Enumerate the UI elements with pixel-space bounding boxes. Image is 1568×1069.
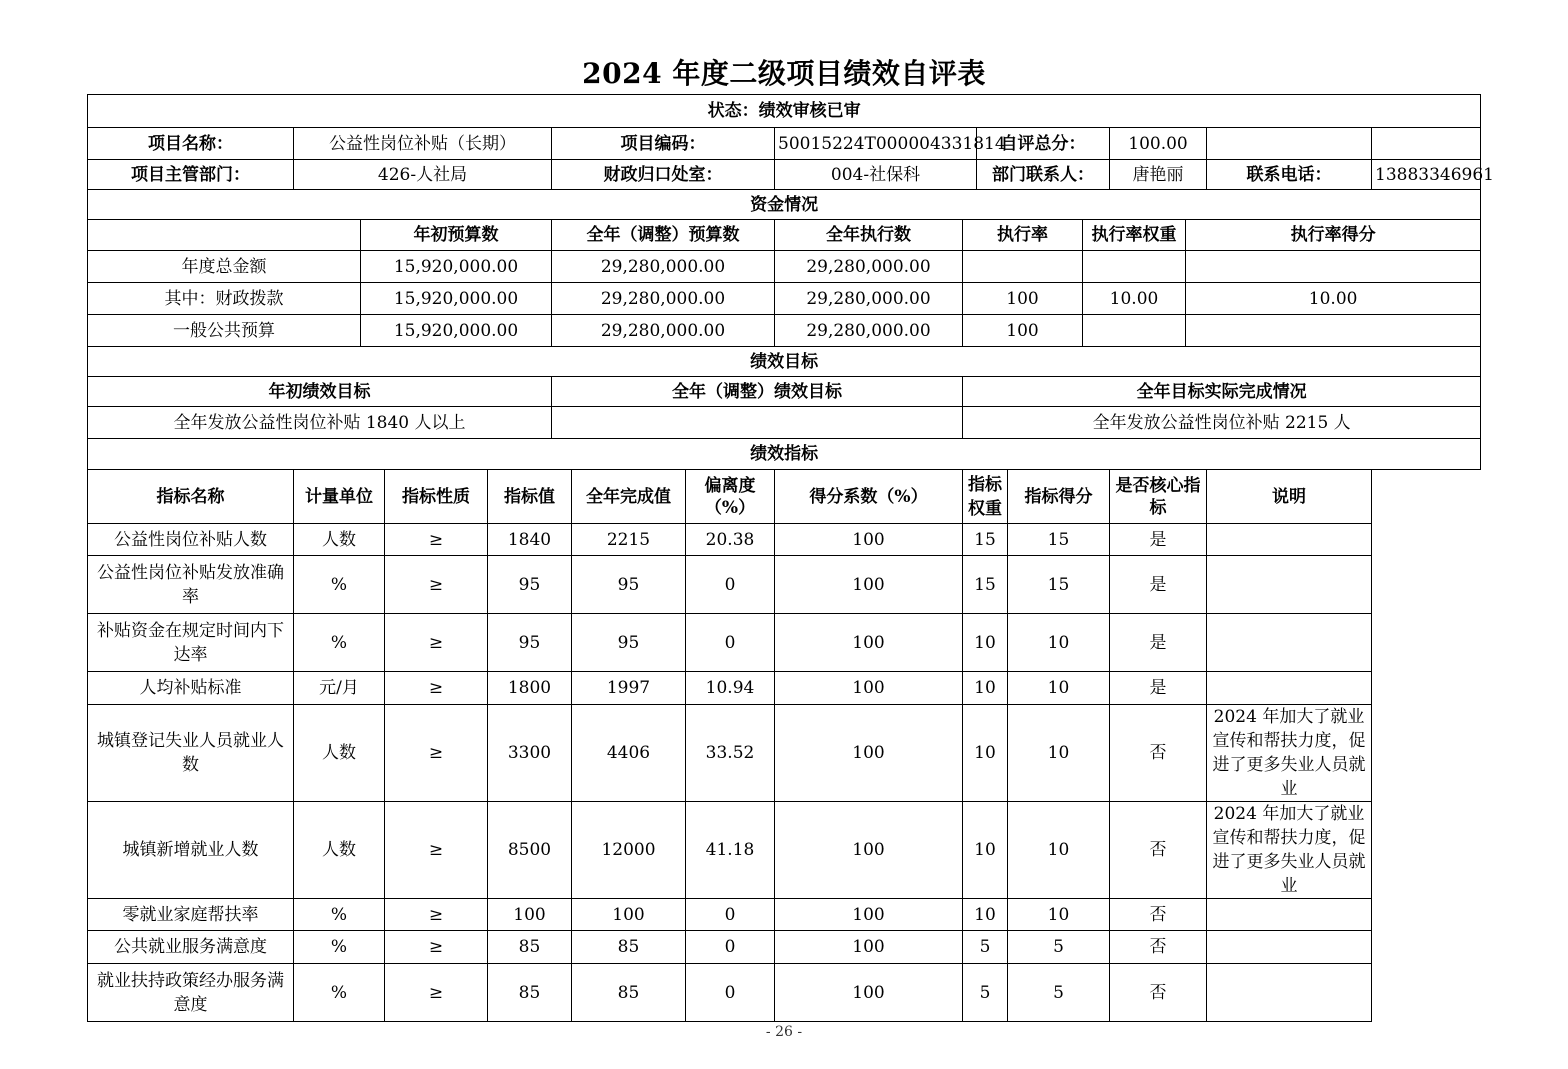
indicator-row (88, 705, 1481, 802)
indicator-nature: ≥ (385, 556, 488, 614)
indicator-header: 是否核心指标 (1110, 470, 1207, 524)
funds-executed: 29,280,000.00 (775, 283, 963, 315)
indicator-nature: ≥ (385, 964, 488, 1022)
funds-score: 10.00 (1186, 283, 1481, 315)
indicator-actual: 95 (572, 556, 686, 614)
indicator-unit: % (294, 964, 385, 1022)
indicator-header: 全年完成值 (572, 470, 686, 524)
project-name: 公益性岗位补贴（长期） (294, 128, 552, 160)
indicator-header: 得分系数（%） (775, 470, 963, 524)
goals-adjusted-label: 全年（调整）绩效目标 (552, 377, 963, 407)
indicator-unit: 元/月 (294, 672, 385, 705)
indicator-weight: 10 (963, 672, 1008, 705)
indicator-deviation: 0 (686, 899, 775, 931)
indicator-core: 是 (1110, 672, 1207, 705)
indicator-core: 否 (1110, 705, 1207, 802)
indicator-deviation: 33.52 (686, 705, 775, 802)
indicator-name: 零就业家庭帮扶率 (88, 899, 294, 931)
indicator-score: 5 (1008, 964, 1110, 1022)
indicator-name: 就业扶持政策经办服务满意度 (88, 964, 294, 1022)
indicator-deviation: 0 (686, 556, 775, 614)
indicator-row (88, 964, 1481, 1022)
indicator-coef: 100 (775, 524, 963, 556)
indicator-header: 计量单位 (294, 470, 385, 524)
indicator-score: 10 (1008, 802, 1110, 899)
indicator-row (88, 614, 1481, 672)
status-label: 状态：绩效审核已审 (88, 95, 1481, 128)
indicator-note (1207, 672, 1372, 705)
indicator-nature: ≥ (385, 705, 488, 802)
indicator-weight: 10 (963, 705, 1008, 802)
indicator-unit: % (294, 931, 385, 964)
indicator-header: 偏离度（%） (686, 470, 775, 524)
funds-header: 执行率 (963, 220, 1083, 251)
indicator-core: 否 (1110, 964, 1207, 1022)
funds-header: 全年（调整）预算数 (552, 220, 775, 251)
indicator-unit: 人数 (294, 802, 385, 899)
indicator-coef: 100 (775, 705, 963, 802)
indicator-note (1207, 899, 1372, 931)
indicator-name: 城镇新增就业人数 (88, 802, 294, 899)
indicator-note (1207, 556, 1372, 614)
indicator-score: 10 (1008, 899, 1110, 931)
indicator-header: 指标性质 (385, 470, 488, 524)
indicator-unit: 人数 (294, 705, 385, 802)
goals-initial-label: 年初绩效目标 (88, 377, 552, 407)
contact-value: 唐艳丽 (1110, 160, 1207, 190)
indicator-name: 公共就业服务满意度 (88, 931, 294, 964)
indicator-score: 15 (1008, 524, 1110, 556)
indicator-coef: 100 (775, 614, 963, 672)
indicator-coef: 100 (775, 556, 963, 614)
funds-adjusted: 29,280,000.00 (552, 283, 775, 315)
funds-header: 全年执行数 (775, 220, 963, 251)
funds-row-name: 年度总金额 (88, 251, 361, 283)
indicator-name: 公益性岗位补贴人数 (88, 524, 294, 556)
indicator-unit: % (294, 556, 385, 614)
indicator-name: 城镇登记失业人员就业人数 (88, 705, 294, 802)
empty-cell (1207, 128, 1372, 160)
indicator-nature: ≥ (385, 672, 488, 705)
funds-adjusted: 29,280,000.00 (552, 251, 775, 283)
indicator-note (1207, 614, 1372, 672)
funds-header-row (88, 220, 1481, 251)
indicator-deviation: 0 (686, 931, 775, 964)
funds-row (88, 251, 1481, 283)
indicator-deviation: 0 (686, 614, 775, 672)
indicator-coef: 100 (775, 899, 963, 931)
funds-weight (1083, 315, 1186, 347)
indicator-core: 否 (1110, 802, 1207, 899)
info-row-project (88, 128, 1481, 160)
funds-header: 执行率得分 (1186, 220, 1481, 251)
indicator-unit: 人数 (294, 524, 385, 556)
indicator-deviation: 20.38 (686, 524, 775, 556)
funds-executed: 29,280,000.00 (775, 251, 963, 283)
funds-row-name: 其中：财政拨款 (88, 283, 361, 315)
evaluation-table (87, 94, 1494, 1022)
funds-initial: 15,920,000.00 (361, 315, 552, 347)
funds-row-name: 一般公共预算 (88, 315, 361, 347)
finance-label: 财政归口处室： (552, 160, 775, 190)
phone-value: 13883346961 (1372, 160, 1481, 190)
indicator-actual: 85 (572, 964, 686, 1022)
funds-score (1186, 251, 1481, 283)
score-label: 自评总分： (977, 128, 1110, 160)
indicator-weight: 10 (963, 802, 1008, 899)
indicator-coef: 100 (775, 964, 963, 1022)
empty-cell (88, 220, 361, 251)
indicator-actual: 12000 (572, 802, 686, 899)
indicator-target: 8500 (488, 802, 572, 899)
funds-rate (963, 251, 1083, 283)
funds-adjusted: 29,280,000.00 (552, 315, 775, 347)
indicator-core: 否 (1110, 899, 1207, 931)
funds-initial: 15,920,000.00 (361, 251, 552, 283)
indicator-target: 1840 (488, 524, 572, 556)
indicator-note: 2024 年加大了就业宣传和帮扶力度，促进了更多失业人员就业 (1207, 802, 1372, 899)
funds-section-title: 资金情况 (88, 190, 1481, 220)
indicator-header: 指标值 (488, 470, 572, 524)
indicator-note (1207, 964, 1372, 1022)
goals-section-title: 绩效目标 (88, 347, 1481, 377)
funds-rate: 100 (963, 315, 1083, 347)
indicator-deviation: 10.94 (686, 672, 775, 705)
score-value: 100.00 (1110, 128, 1207, 160)
indicator-target: 1800 (488, 672, 572, 705)
goals-value-row (88, 407, 1481, 439)
project-name-label: 项目名称： (88, 128, 294, 160)
indicator-name: 公益性岗位补贴发放准确率 (88, 556, 294, 614)
indicator-row (88, 556, 1481, 614)
indicator-actual: 4406 (572, 705, 686, 802)
indicator-score: 10 (1008, 614, 1110, 672)
funds-header: 执行率权重 (1083, 220, 1186, 251)
indicator-coef: 100 (775, 802, 963, 899)
indicator-unit: % (294, 899, 385, 931)
indicator-target: 85 (488, 964, 572, 1022)
indicator-target: 85 (488, 931, 572, 964)
indicator-target: 95 (488, 614, 572, 672)
indicator-unit: % (294, 614, 385, 672)
indicator-weight: 5 (963, 931, 1008, 964)
indicator-nature: ≥ (385, 899, 488, 931)
phone-label: 联系电话： (1207, 160, 1372, 190)
indicator-core: 是 (1110, 556, 1207, 614)
indicator-score: 15 (1008, 556, 1110, 614)
indicators-header-row (88, 470, 1481, 524)
indicator-actual: 2215 (572, 524, 686, 556)
indicator-header: 说明 (1207, 470, 1372, 524)
indicator-header: 指标权重 (963, 470, 1008, 524)
funds-score (1186, 315, 1481, 347)
indicator-weight: 15 (963, 556, 1008, 614)
indicator-core: 否 (1110, 931, 1207, 964)
finance-value: 004-社保科 (775, 160, 977, 190)
funds-header: 年初预算数 (361, 220, 552, 251)
indicator-name: 人均补贴标准 (88, 672, 294, 705)
indicator-note (1207, 931, 1372, 964)
indicator-row (88, 802, 1481, 899)
indicator-actual: 100 (572, 899, 686, 931)
indicator-target: 95 (488, 556, 572, 614)
dept-value: 426-人社局 (294, 160, 552, 190)
indicator-target: 3300 (488, 705, 572, 802)
indicator-core: 是 (1110, 614, 1207, 672)
indicator-weight: 10 (963, 899, 1008, 931)
indicator-actual: 95 (572, 614, 686, 672)
page-number: - 26 - (765, 1024, 803, 1040)
info-row-dept (88, 160, 1481, 190)
goals-adjusted (552, 407, 963, 439)
indicator-row (88, 672, 1481, 705)
indicator-coef: 100 (775, 931, 963, 964)
indicator-deviation: 0 (686, 964, 775, 1022)
indicator-nature: ≥ (385, 802, 488, 899)
indicator-header: 指标名称 (88, 470, 294, 524)
dept-label: 项目主管部门： (88, 160, 294, 190)
indicator-header: 指标得分 (1008, 470, 1110, 524)
indicator-weight: 15 (963, 524, 1008, 556)
indicator-coef: 100 (775, 672, 963, 705)
project-code: 50015224T000004331814 (775, 128, 977, 160)
empty-cell (1372, 128, 1481, 160)
indicator-row (88, 931, 1481, 964)
indicator-score: 10 (1008, 672, 1110, 705)
indicator-core: 是 (1110, 524, 1207, 556)
funds-executed: 29,280,000.00 (775, 315, 963, 347)
indicator-weight: 10 (963, 614, 1008, 672)
funds-initial: 15,920,000.00 (361, 283, 552, 315)
indicator-score: 5 (1008, 931, 1110, 964)
goals-actual-label: 全年目标实际完成情况 (963, 377, 1481, 407)
funds-weight (1083, 251, 1186, 283)
goals-actual: 全年发放公益性岗位补贴 2215 人 (963, 407, 1481, 439)
indicators-section-title: 绩效指标 (88, 439, 1481, 470)
funds-row (88, 315, 1481, 347)
indicator-actual: 85 (572, 931, 686, 964)
indicator-target: 100 (488, 899, 572, 931)
indicator-score: 10 (1008, 705, 1110, 802)
indicator-weight: 5 (963, 964, 1008, 1022)
page-title: 2024 年度二级项目绩效自评表 (582, 57, 986, 90)
goals-header-row (88, 377, 1481, 407)
indicator-deviation: 41.18 (686, 802, 775, 899)
funds-rate: 100 (963, 283, 1083, 315)
goals-initial: 全年发放公益性岗位补贴 1840 人以上 (88, 407, 552, 439)
indicator-nature: ≥ (385, 931, 488, 964)
indicator-row (88, 899, 1481, 931)
contact-label: 部门联系人： (977, 160, 1110, 190)
indicator-row (88, 524, 1481, 556)
indicator-name: 补贴资金在规定时间内下达率 (88, 614, 294, 672)
indicator-note: 2024 年加大了就业宣传和帮扶力度，促进了更多失业人员就业 (1207, 705, 1372, 802)
indicator-actual: 1997 (572, 672, 686, 705)
indicator-nature: ≥ (385, 614, 488, 672)
indicator-note (1207, 524, 1372, 556)
funds-row (88, 283, 1481, 315)
indicator-nature: ≥ (385, 524, 488, 556)
project-code-label: 项目编码： (552, 128, 775, 160)
funds-weight: 10.00 (1083, 283, 1186, 315)
